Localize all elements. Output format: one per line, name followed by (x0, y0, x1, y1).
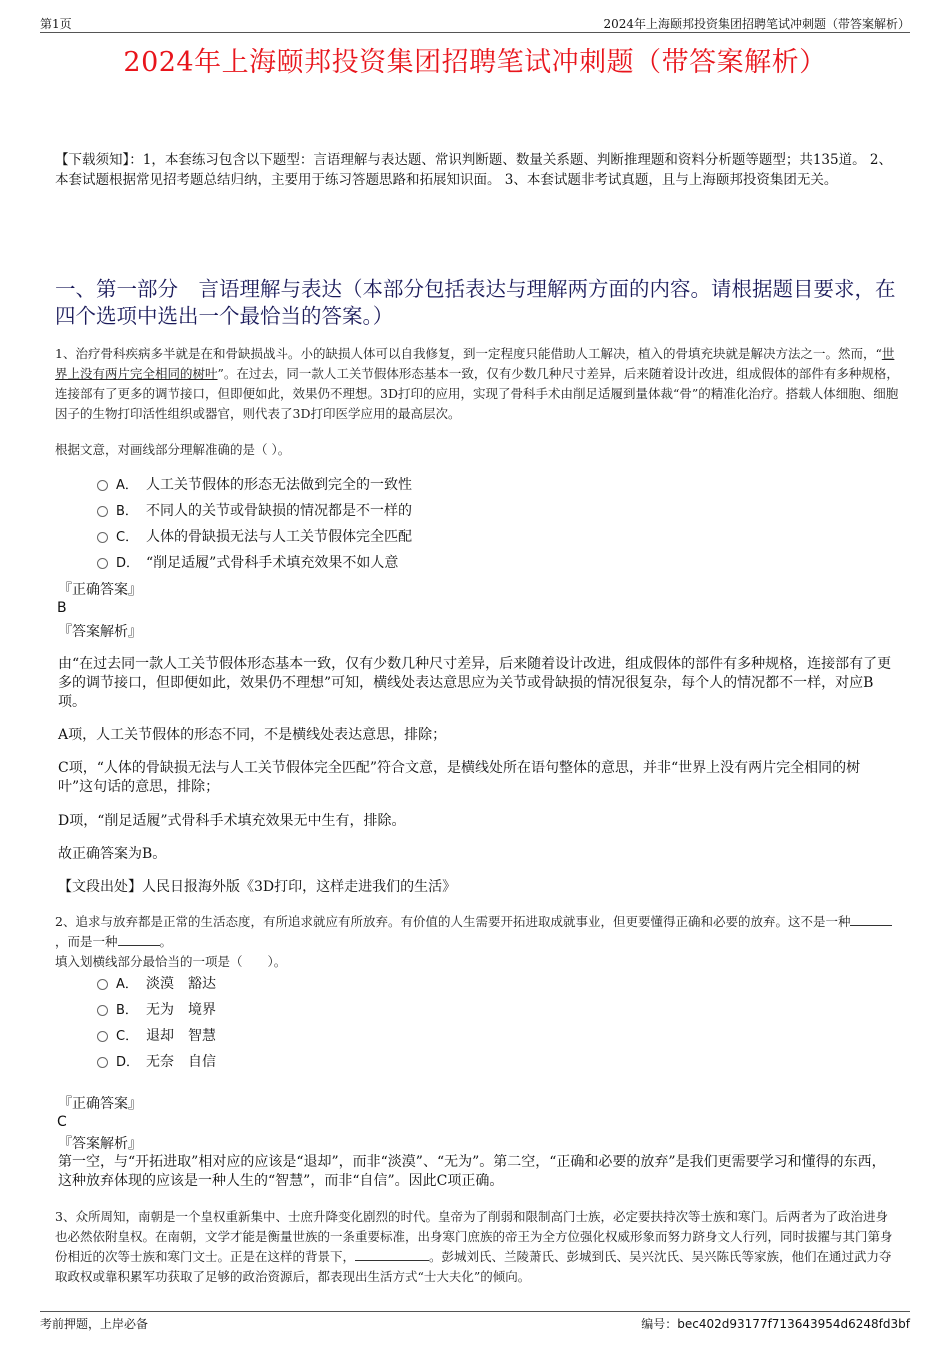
radio-icon[interactable] (97, 506, 108, 517)
q2-analysis: 第一空，与“开拓进取”相对应的应该是“退却”，而非“淡漠”、“无为”。第二空，“正确和必要的放弃”是我们更需要学习和懂得的东西，这种放弃体现的应该是一种人生的“智慧”，而非“自信”。因此C项正确。 (58, 1154, 886, 1189)
q2-option-b[interactable]: B． 无为 境界 (97, 1000, 216, 1020)
q1-analysis-para: C项，“人体的骨缺损无法与人工关节假体完全匹配”符合文意，是横线处所在语句整体的意思，并非“世界上没有两片完全相同的树叶”这句话的意思，排除； (58, 760, 861, 795)
q1-option-a[interactable]: A． 人工关节假体的形态无法做到完全的一致性 (97, 475, 412, 495)
radio-icon[interactable] (97, 480, 108, 491)
q1-option-b[interactable]: B． 不同人的关节或骨缺损的情况都是不一样的 (97, 501, 412, 521)
q2-answer-label: 『正确答案』 (58, 1096, 142, 1112)
download-notice: 【下载须知】：1，本套练习包含以下题型：言语理解与表达题、常识判断题、数量关系题、判断推理题和资料分析题等题型；共135道。 2、本套试题根据常见招考题总结归纳，主要用于练习答题思路和拓展知识面。 3、本套试题非考试真题，且与上海颐邦投资集团无关。 (55, 152, 892, 188)
q1-option-c[interactable]: C． 人体的骨缺损无法与人工关节假体完全匹配 (97, 527, 412, 547)
radio-icon[interactable] (97, 1005, 108, 1016)
radio-icon[interactable] (97, 979, 108, 990)
q1-analysis-para: 故正确答案为B。 (58, 846, 167, 862)
q1-source: 【文段出处】人民日报海外版《3D打印，这样走进我们的生活》 (58, 879, 457, 895)
q1-option-d[interactable]: D． “削足适履”式骨科手术填充效果不如人意 (97, 553, 398, 573)
page-header (40, 12, 910, 33)
question-1-prompt: 根据文意，对画线部分理解准确的是（ ）。 (55, 442, 291, 457)
page-footer (40, 1311, 910, 1334)
question-1-stem: 1、治疗骨科疾病多半就是在和骨缺损战斗。小的缺损人体可以自我修复，到一定程度只能借助人工解决，植入的骨填充块就是解决方法之一。然而，“世界上没有两片完全相同的树叶”。在过去，同一款人工关节假体形态基本一致，仅有少数几种尺寸差异，后来随着设计改进，组成假体的部件有多种规格，连接部有了更多的调节接口，但即便如此，效果仍不理想。3D打印的应用，实现了骨科手术由削足适履到量体裁“骨”的精准化治疗。搭载人体细胞、细胞因子的生物打印活性组织或器官，则代表了3D打印医学应用的最高层次。 (55, 346, 899, 421)
q1-analysis-para: A项，人工关节假体的形态不同，不是横线处表达意思，排除； (58, 727, 447, 743)
radio-icon[interactable] (97, 1057, 108, 1068)
q2-analysis-label: 『答案解析』 (58, 1136, 142, 1152)
fill-blank (850, 913, 892, 926)
q1-analysis-para: 由“在过去同一款人工关节假体形态基本一致，仅有少数几种尺寸差异，后来随着设计改进，组成假体的部件有多种规格，连接部有了更多的调节接口，但即便如此，效果仍不理想”可知，横线处表达意思应为关节或骨缺损的情况很复杂，每个人的情况都不一样，对应B项。 (58, 656, 892, 710)
fill-blank (355, 1248, 429, 1261)
q2-option-d[interactable]: D． 无奈 自信 (97, 1052, 216, 1072)
radio-icon[interactable] (97, 532, 108, 543)
section-heading: 一、第一部分 言语理解与表达（本部分包括表达与理解两方面的内容。请根据题目要求，在四个选项中选出一个最恰当的答案。） (55, 277, 896, 328)
q2-option-a[interactable]: A． 淡漠 豁达 (97, 974, 216, 994)
question-3-stem: 3、众所周知，南朝是一个皇权重新集中、士庶升降变化剧烈的时代。皇帝为了削弱和限制高门士族，必定要扶持次等士族和寒门。后两者为了政治进身也必然依附皇权。在南朝，文学才能是衡量世族的一条重要标准，出身寒门庶族的帝王为全方位强化权威形象而努力跻身文人行列，同时拔擢与其门第身份相近的次等士族和寒门文士。正是在这样的背景下， 。彭城刘氏、兰陵萧氏、彭城到氏、吴兴沈氏、吴兴陈氏等家族，他们在通过武力夺取政权或靠积累军功获取了足够的政治资源后，都表现出生活方式“士大夫化”的倾向。 (55, 1209, 893, 1284)
q1-analysis-label: 『答案解析』 (58, 624, 142, 640)
q2-option-c[interactable]: C． 退却 智慧 (97, 1026, 216, 1046)
radio-icon[interactable] (97, 1031, 108, 1042)
underlined-phrase: 世界上没有两片完全相同的树叶 (55, 346, 895, 381)
question-2-stem: 2、追求与放弃都是正常的生活态度，有所追求就应有所放弃。有价值的人生需要开拓进取成就事业，但更要懂得正确和必要的放弃。这不是一种，而是一种 。 (55, 912, 900, 952)
q1-answer: B (57, 600, 67, 616)
q1-analysis-para: D项，“削足适履”式骨科手术填充效果无中生有，排除。 (58, 813, 406, 829)
header-doc-title: 2024年上海颐邦投资集团招聘笔试冲刺题（带答案解析） (603, 17, 910, 31)
page-number: 第1页 (40, 17, 72, 31)
document-title: 2024年上海颐邦投资集团招聘笔试冲刺题（带答案解析） (123, 47, 827, 78)
fill-blank (118, 933, 160, 946)
q2-answer: C (57, 1114, 67, 1130)
q1-answer-label: 『正确答案』 (58, 582, 142, 598)
document-code: 编号：bec402d93177f713643954d6248fd3bf (641, 1317, 910, 1331)
radio-icon[interactable] (97, 558, 108, 569)
footer-slogan: 考前押题，上岸必备 (40, 1317, 149, 1331)
question-2-prompt: 填入划横线部分最恰当的一项是（ ）。 (55, 954, 287, 969)
